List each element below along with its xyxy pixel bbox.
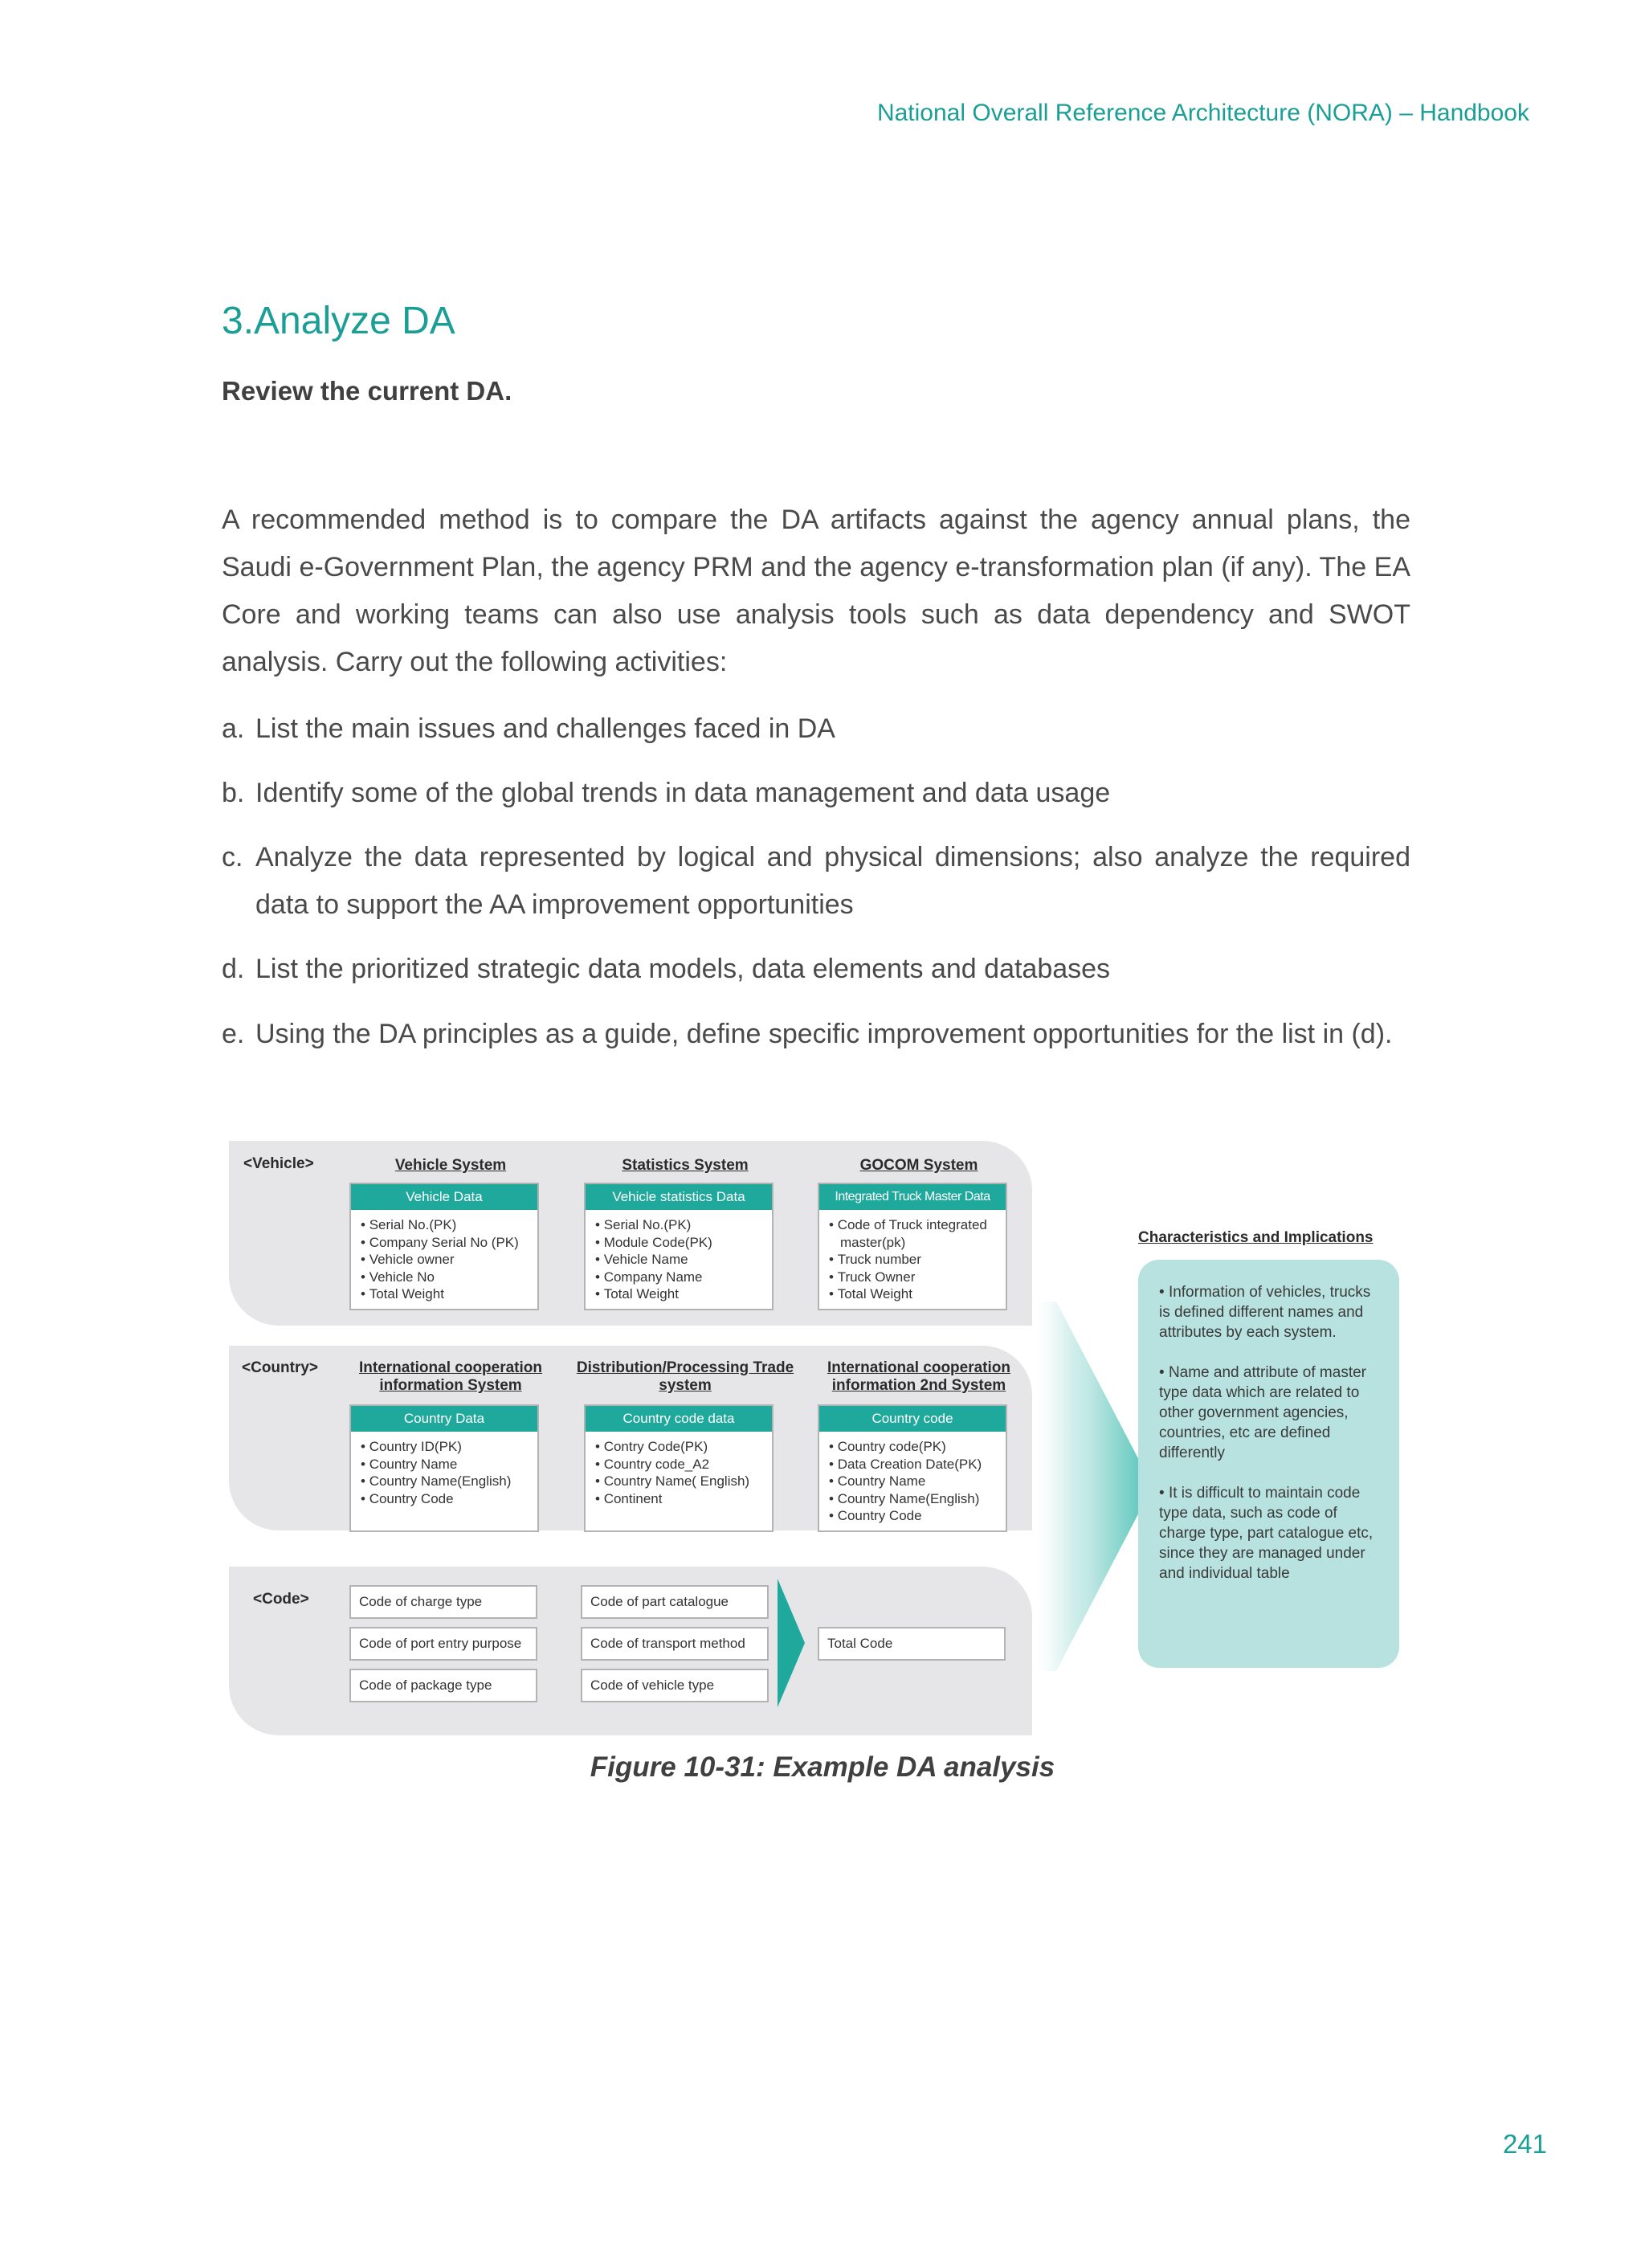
- vehicle-label: <Vehicle>: [243, 1155, 314, 1172]
- list-text: List the prioritized strategic data models, data elements and databases: [255, 954, 1111, 984]
- card-field: • Company Serial No (PK): [361, 1234, 533, 1252]
- vehicle-statistics-card: [584, 1183, 774, 1310]
- characteristic-item: • Name and attribute of master type data which are related to other government agencies, countries, etc are defined differently: [1159, 1363, 1383, 1463]
- card-title: Country code data: [586, 1406, 772, 1432]
- list-label: a.: [222, 713, 245, 744]
- merge-arrow-icon: [778, 1579, 810, 1707]
- card-field: • Total Weight: [829, 1285, 1001, 1303]
- list-label: d.: [222, 954, 245, 984]
- code-box: Code of vehicle type: [581, 1669, 769, 1702]
- card-title: Vehicle Data: [351, 1184, 537, 1210]
- characteristics-title: Characteristics and Implications: [1138, 1229, 1374, 1246]
- characteristics-panel: [1138, 1260, 1399, 1668]
- code-box: Code of charge type: [349, 1585, 537, 1619]
- code-box: Code of part catalogue: [581, 1585, 769, 1619]
- section-title: 3.Analyze DA: [222, 300, 455, 342]
- card-field: • Contry Code(PK): [595, 1438, 767, 1456]
- list-label: b.: [222, 778, 245, 808]
- card-field: • Truck number: [829, 1251, 1001, 1269]
- card-title: Integrated Truck Master Data: [819, 1184, 1006, 1210]
- list-item-a: [222, 705, 1410, 754]
- vehicle-data-card: [349, 1183, 539, 1310]
- card-field: • Vehicle Name: [595, 1251, 767, 1269]
- card-field: • Country code(PK): [829, 1438, 1001, 1456]
- code-box: Code of transport method: [581, 1627, 769, 1661]
- card-field: • Total Weight: [595, 1285, 767, 1303]
- system-title: GOCOM System: [859, 1157, 978, 1174]
- country-code-data-card: [584, 1404, 774, 1532]
- truck-master-card: [818, 1183, 1007, 1310]
- card-field: • Truck Owner: [829, 1269, 1001, 1286]
- card-field: • Continent: [595, 1490, 767, 1508]
- list-text: Using the DA principles as a guide, define specific improvement opportunities for the list in (d).: [255, 1019, 1393, 1049]
- page-number: 241: [1502, 2129, 1547, 2159]
- card-title: Country code: [819, 1406, 1006, 1432]
- list-label: e.: [222, 1019, 245, 1049]
- system-title: International cooperation information 2nd System: [827, 1359, 1011, 1394]
- card-field: • Country ID(PK): [361, 1438, 533, 1456]
- card-field: • Country Name: [829, 1473, 1001, 1490]
- figure-caption: Figure 10-31: Example DA analysis: [590, 1751, 1055, 1783]
- running-header: National Overall Reference Architecture (NORA) – Handbook: [876, 100, 1529, 126]
- list-label: c.: [222, 842, 243, 872]
- card-field: • Company Name: [595, 1269, 767, 1286]
- list-text: Identify some of the global trends in data management and data usage: [255, 778, 1111, 808]
- country-label: <Country>: [242, 1359, 319, 1376]
- card-field: • Country Name(English): [361, 1473, 533, 1490]
- list-item-d: [222, 946, 1410, 994]
- card-field: • Vehicle owner: [361, 1251, 533, 1269]
- card-field: • Code of Truck integrated master(pk): [829, 1216, 1001, 1251]
- card-title: Vehicle statistics Data: [586, 1184, 772, 1210]
- list-item-c: [222, 834, 1410, 930]
- card-field: • Total Weight: [361, 1285, 533, 1303]
- list-text: List the main issues and challenges faced in DA: [255, 713, 835, 744]
- code-box: Code of port entry purpose: [349, 1627, 537, 1661]
- code-box: Code of package type: [349, 1669, 537, 1702]
- characteristic-item: • It is difficult to maintain code type data, such as code of charge type, part catalogue etc, since they are managed under and individual table: [1159, 1483, 1383, 1584]
- system-title: Statistics System: [622, 1157, 749, 1174]
- card-field: • Module Code(PK): [595, 1234, 767, 1252]
- characteristic-item: • Information of vehicles, trucks is defined different names and attributes by each system.: [1159, 1282, 1383, 1342]
- system-title: International cooperation information System: [358, 1359, 543, 1394]
- section-subtitle: Review the current DA.: [222, 376, 512, 406]
- card-field: • Vehicle No: [361, 1269, 533, 1286]
- card-field: • Country Name(English): [829, 1490, 1001, 1508]
- total-code-box: Total Code: [818, 1627, 1006, 1661]
- card-field: • Serial No.(PK): [361, 1216, 533, 1234]
- list-item-e: [222, 1011, 1410, 1059]
- card-title: Country Data: [351, 1406, 537, 1432]
- country-code-card: [818, 1404, 1007, 1532]
- da-analysis-diagram: [229, 1141, 1402, 1735]
- card-field: • Country Name: [361, 1456, 533, 1473]
- card-field: • Country Code: [829, 1507, 1001, 1525]
- card-field: • Country Name( English): [595, 1473, 767, 1490]
- code-label: <Code>: [253, 1591, 309, 1608]
- intro-paragraph: A recommended method is to compare the DA artifacts against the agency annual plans, the Saudi e-Government Plan, the agency PRM and the agency e-transformation plan (if any). The EA Core and working teams can also use analysis tools such as data dependency and SWOT analysis. Carry out the following activities:: [222, 505, 1410, 677]
- country-data-card: [349, 1404, 539, 1532]
- card-field: • Country code_A2: [595, 1456, 767, 1473]
- card-field: • Country Code: [361, 1490, 533, 1508]
- system-title: Distribution/Processing Trade system: [576, 1359, 794, 1394]
- implication-arrow-icon: [1032, 1302, 1153, 1671]
- list-item-b: [222, 770, 1410, 818]
- card-field: • Data Creation Date(PK): [829, 1456, 1001, 1473]
- system-title: Vehicle System: [394, 1157, 507, 1174]
- list-text: Analyze the data represented by logical and physical dimensions; also analyze the required data to support the AA improvement opportunities: [255, 842, 1410, 920]
- card-field: • Serial No.(PK): [595, 1216, 767, 1234]
